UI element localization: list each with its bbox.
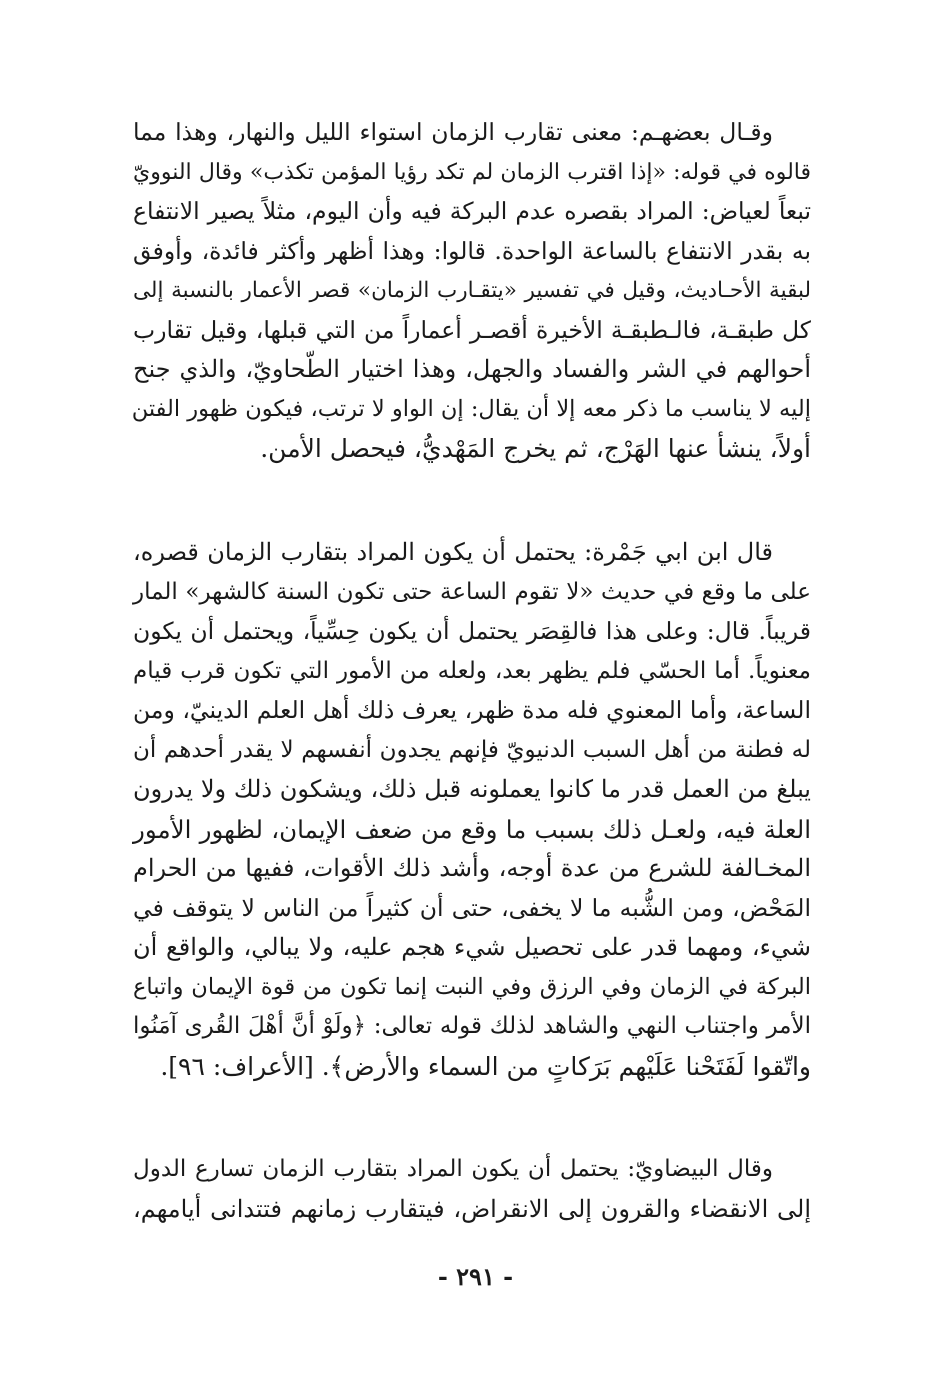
text-line: أحوالهم في الشر والفساد والجهل، وهذا اختيار الطّحاويّ، والذي جنح: [133, 355, 811, 383]
text-line: إليه لا يناسب ما ذكر معه إلا أن يقال: إن الواو لا ترتب، فيكون ظهور الفتن: [131, 395, 811, 422]
text-line: واتّقوا لَفَتَحْنا عَلَيْهم بَرَكاتٍ من السماء والأرض﴾. [الأعراف: ٩٦].: [160, 1051, 811, 1081]
text-line: معنوياً. أما الحسّي فلم يظهر بعد، ولعله من الأمور التي تكون قرب قيام: [133, 657, 811, 684]
text-line: له فطنة من أهل السبب الدنيويّ فإنهم يجدون أنفسهم لا يقدر أحدهم أن: [133, 736, 811, 763]
text-line: المخـالفة للشرع من عدة أوجه، وأشد ذلك الأقوات، ففيها من الحرام: [133, 854, 811, 882]
text-line: يبلغ من العمل قدر ما كانوا يعملونه قبل ذلك، ويشكون ذلك ولا يدرون: [133, 775, 811, 803]
text-line: الساعة، وأما المعنوي فله مدة ظهر، يعرف ذلك أهل العلم الدينيّ، ومن: [133, 696, 811, 724]
text-line: إلى الانقضاء والقرون إلى الانقراض، فيتقارب زمانهم فتتدانى أيامهم،: [133, 1194, 811, 1223]
text-line: تبعاً لعياض: المراد بقصره عدم البركة فيه وأن اليوم، مثلاً يصير الانتفاع: [133, 197, 811, 225]
text-line: قال ابن ابي جَمْرة: يحتمل أن يكون المراد بتقارب الزمان قصره،: [133, 538, 773, 566]
paragraph-2: [133, 533, 811, 1086]
text-line: المَحْض، ومن الشُّبه ما لا يخفى، حتى أن كثيراً من الناس لا يتوقف في: [133, 893, 811, 922]
page-number: - ٢٩١ -: [437, 1262, 514, 1291]
text-line: لبقية الأحـاديث، وقيل في تفسير «يتقـارب الزمان» قصر الأعمار بالنسبة إلى: [133, 278, 811, 303]
text-line: الأمر واجتناب النهي والشاهد لذلك قوله تعالى: ﴿ولَوْ أنَّ أهْلَ القُرى آمَنُوا: [133, 1013, 811, 1039]
paragraph-3: [133, 1150, 811, 1229]
text-line: على ما وقع في حديث «لا تقوم الساعة حتى تكون السنة كالشهر» المار: [133, 578, 811, 605]
text-line: وقـال بعضهـم: معنى تقارب الزمان استواء الليل والنهار، وهذا مما: [133, 118, 773, 146]
text-line: قريباً. قال: وعلى هذا فالقِصَر يحتمل أن يكون حِسِّياً، ويحتمل أن يكون: [133, 617, 811, 645]
text-line: قالوه في قوله: «إذا اقترب الزمان لم تكد رؤيا المؤمن تكذب» وقال النوويّ: [133, 159, 811, 185]
text-line: به بقدر الانتفاع بالساعة الواحدة. قالوا: وهذا أظهر وأكثر فائدة، وأوفق: [133, 236, 811, 265]
text-line: وقال البيضاويّ: يحتمل أن يكون المراد بتقارب الزمان تسارع الدول: [133, 1156, 773, 1182]
text-line: أولاً، ينشأ عنها الهَرْج، ثم يخرج المَهْديُّ، فيحصل الأمن.: [260, 434, 811, 463]
text-line: العلة فيه، ولعـل ذلك بسبب ما وقع من ضعف الإيمان، لظهور الأمور: [133, 814, 811, 844]
text-line: شيء، ومهما قدر على تحصيل شيء هجم عليه، ولا يبالي، والواقع أن: [133, 933, 811, 961]
paragraph-1: [133, 113, 811, 469]
text-line: كل طبقـة، فالـطبقـة الأخيرة أقصـر أعماراً من التي قبلها، وقيل تقارب: [133, 315, 811, 344]
text-line: البركة في الزمان وفي الرزق وفي النبت إنما تكون من قوة الإيمان واتباع: [133, 973, 811, 1000]
